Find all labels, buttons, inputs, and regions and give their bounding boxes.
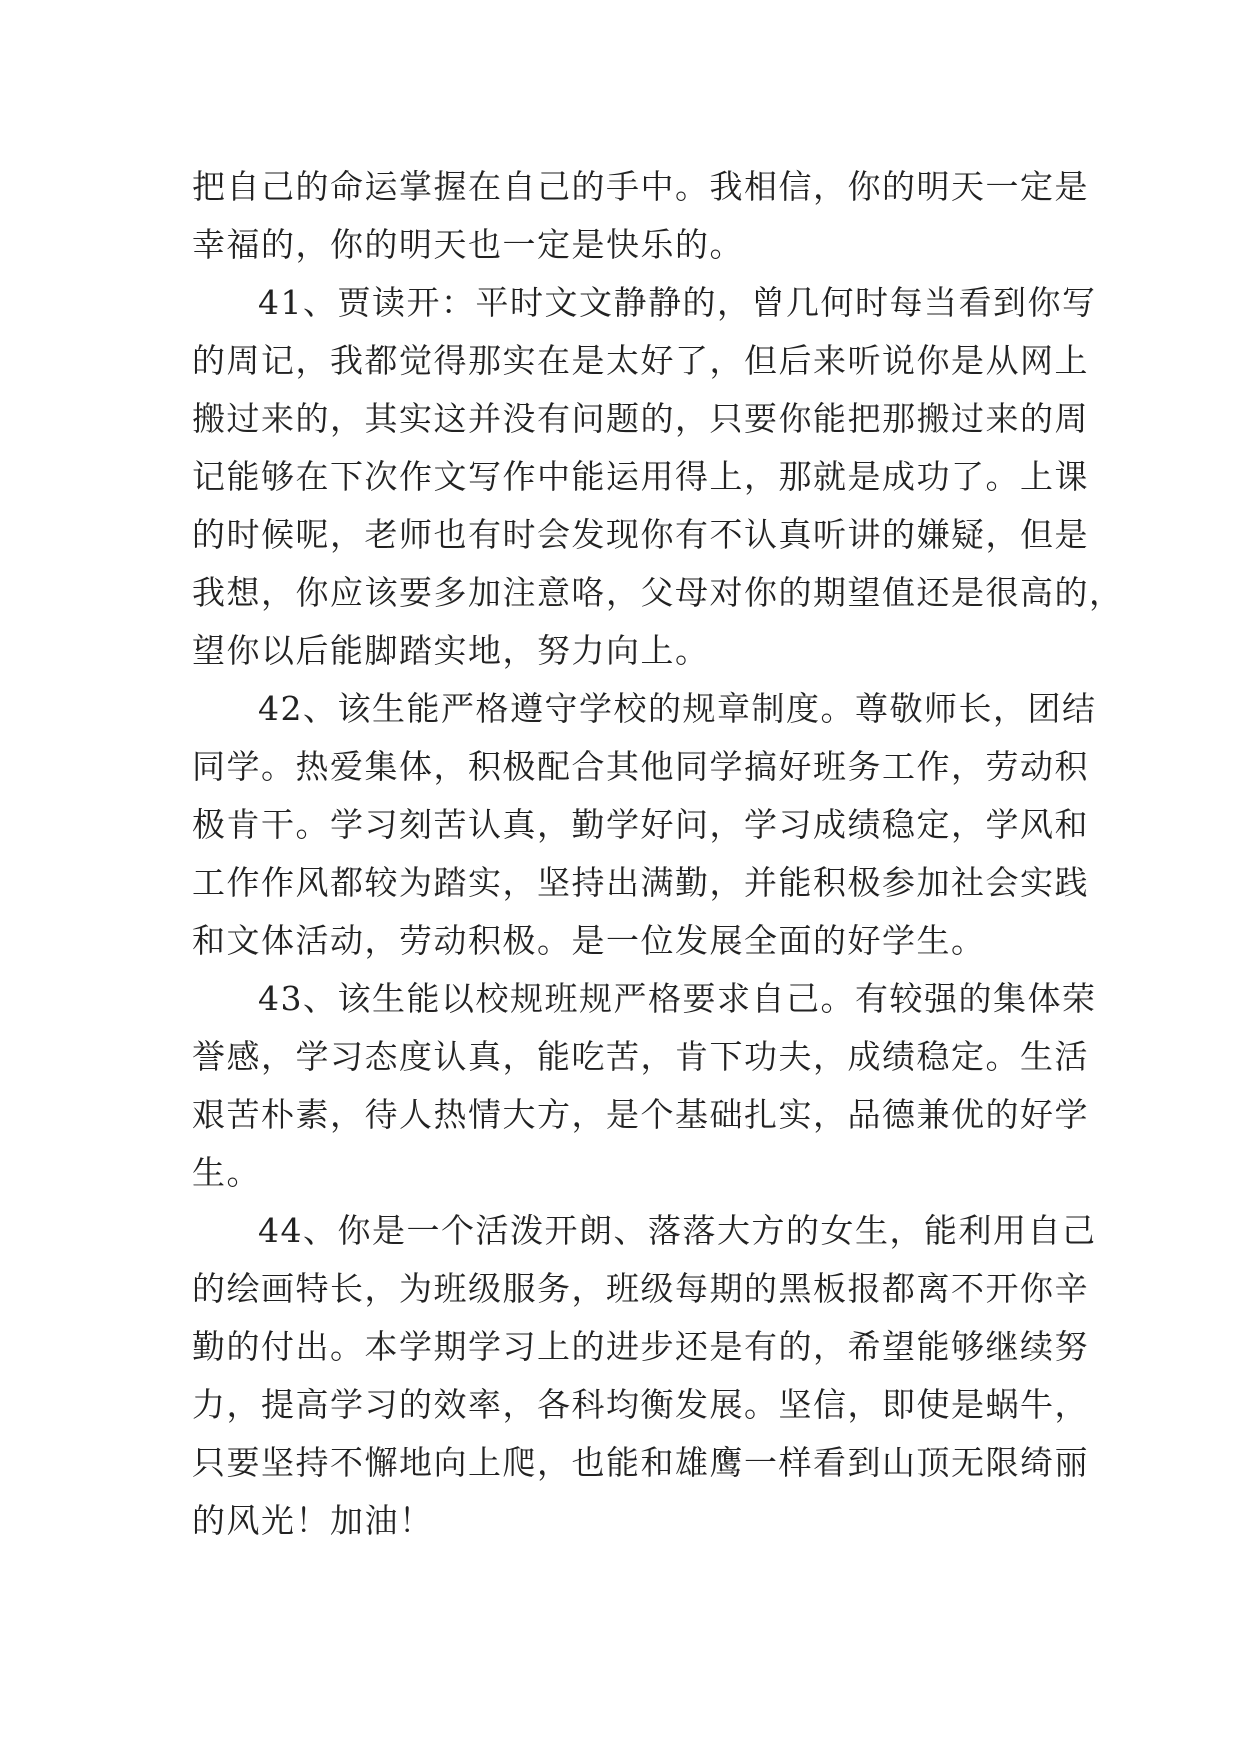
paragraph-start-42: 42、该生能严格遵守学校的规章制度。尊敬师长，团结 — [258, 689, 1097, 728]
text-line: 极肯干。学习刻苦认真，勤学好问，学习成绩稳定，学风和 — [192, 805, 1089, 844]
paragraph-start-44: 44、你是一个活泼开朗、落落大方的女生，能利用自己 — [258, 1211, 1097, 1250]
text-line: 工作作风都较为踏实，坚持出满勤，并能积极参加社会实践 — [192, 863, 1089, 902]
text-line: 把自己的命运掌握在自己的手中。我相信，你的明天一定是 — [192, 167, 1089, 206]
paragraph-start-41: 41、贾读开：平时文文静静的，曾几何时每当看到你写 — [258, 283, 1097, 322]
text-line: 艰苦朴素，待人热情大方，是个基础扎实，品德兼优的好学 — [192, 1095, 1089, 1134]
text-line: 的周记，我都觉得那实在是太好了，但后来听说你是从网上 — [192, 341, 1089, 380]
document-body — [192, 158, 1124, 1550]
text-line: 望你以后能脚踏实地，努力向上。 — [192, 631, 710, 670]
text-line: 的时候呢，老师也有时会发现你有不认真听讲的嫌疑，但是 — [192, 515, 1089, 554]
text-line: 同学。热爱集体，积极配合其他同学搞好班务工作，劳动积 — [192, 747, 1089, 786]
text-line: 生。 — [192, 1153, 261, 1192]
text-line: 记能够在下次作文写作中能运用得上，那就是成功了。上课 — [192, 457, 1089, 496]
text-line: 力，提高学习的效率，各科均衡发展。坚信，即使是蜗牛， — [192, 1385, 1089, 1424]
text-line: 幸福的，你的明天也一定是快乐的。 — [192, 225, 744, 264]
text-line: 我想，你应该要多加注意咯，父母对你的期望值还是很高的， — [192, 573, 1124, 612]
text-line: 和文体活动，劳动积极。是一位发展全面的好学生。 — [192, 921, 986, 960]
text-line: 的绘画特长，为班级服务，班级每期的黑板报都离不开你辛 — [192, 1269, 1089, 1308]
text-line: 搬过来的，其实这并没有问题的，只要你能把那搬过来的周 — [192, 399, 1089, 438]
text-line: 誉感，学习态度认真，能吃苦，肯下功夫，成绩稳定。生活 — [192, 1037, 1089, 1076]
text-line: 勤的付出。本学期学习上的进步还是有的，希望能够继续努 — [192, 1327, 1089, 1366]
text-line: 只要坚持不懈地向上爬，也能和雄鹰一样看到山顶无限绮丽 — [192, 1443, 1089, 1482]
text-line: 的风光！加油！ — [192, 1501, 434, 1540]
paragraph-start-43: 43、该生能以校规班规严格要求自己。有较强的集体荣 — [258, 979, 1097, 1018]
